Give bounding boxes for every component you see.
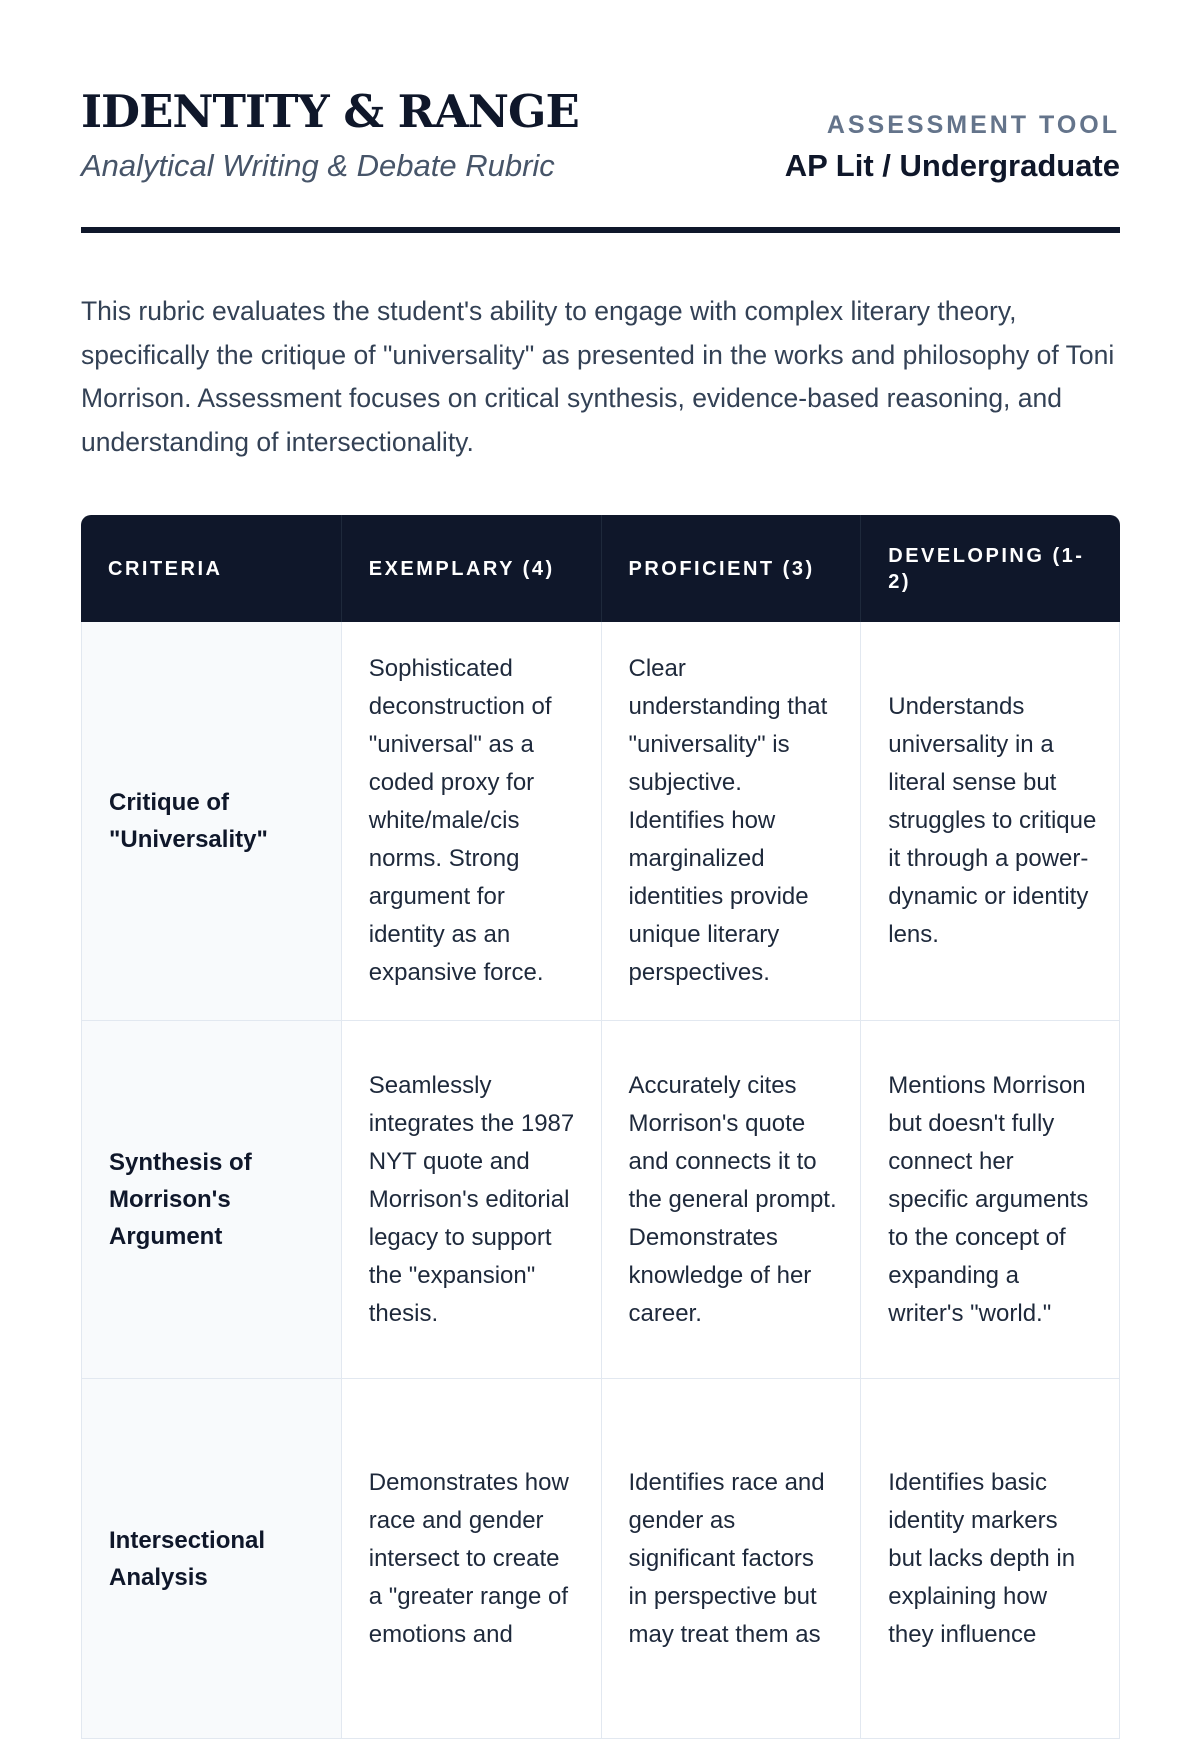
page-title: IDENTITY & RANGE (81, 85, 579, 138)
criterion-cell: Critique of "Universality" (81, 622, 341, 1021)
table-row (81, 1021, 1120, 1379)
page-subtitle: Analytical Writing & Debate Rubric (81, 148, 555, 183)
column-header-criteria: CRITERIA (81, 515, 341, 622)
assessment-tool-label: ASSESSMENT TOOL (826, 111, 1120, 139)
developing-cell: Mentions Morrison but doesn't fully connect her specific arguments to the concept of expanding a writer's "world." (860, 1021, 1120, 1379)
proficient-cell: Accurately cites Morrison's quote and connects it to the general prompt. Demonstrates knowledge of her career. (601, 1021, 861, 1379)
proficient-cell: Clear understanding that "universality" is subjective. Identifies how marginalized identities provide unique literary perspectives. (601, 622, 861, 1021)
table-header-row (81, 515, 1120, 622)
course-level: AP Lit / Undergraduate (784, 148, 1120, 183)
developing-cell: Identifies basic identity markers but lacks depth in explaining how they influence (860, 1379, 1120, 1739)
criterion-cell: Intersectional Analysis (81, 1379, 341, 1739)
column-header-proficient: PROFICIENT (3) (601, 515, 861, 622)
developing-cell: Understands universality in a literal sense but struggles to critique it through a power-dynamic or identity lens. (860, 622, 1120, 1021)
table-row (81, 622, 1120, 1021)
rubric-table (81, 515, 1120, 1739)
criterion-cell: Synthesis of Morrison's Argument (81, 1021, 341, 1379)
column-header-developing: DEVELOPING (1-2) (860, 515, 1120, 622)
header-divider (81, 227, 1120, 233)
exemplary-cell: Sophisticated deconstruction of "universal" as a coded proxy for white/male/cis norms. Strong argument for identity as an expansive force. (341, 622, 601, 1021)
exemplary-cell: Seamlessly integrates the 1987 NYT quote and Morrison's editorial legacy to support the "expansion" thesis. (341, 1021, 601, 1379)
intro-paragraph: This rubric evaluates the student's ability to engage with complex literary theory, specifically the critique of "universality" as presented in the works and philosophy of Toni Morrison. Assessment focuses on critical synthesis, evidence-based reasoning, and understanding of intersectionality. (81, 296, 1115, 457)
exemplary-cell: Demonstrates how race and gender intersect to create a "greater range of emotions and (341, 1379, 601, 1739)
page-header (81, 0, 1120, 230)
rubric-page (81, 0, 1120, 1648)
column-header-exemplary: EXEMPLARY (4) (341, 515, 601, 622)
table-row (81, 1379, 1120, 1739)
proficient-cell: Identifies race and gender as significant factors in perspective but may treat them as (601, 1379, 861, 1739)
